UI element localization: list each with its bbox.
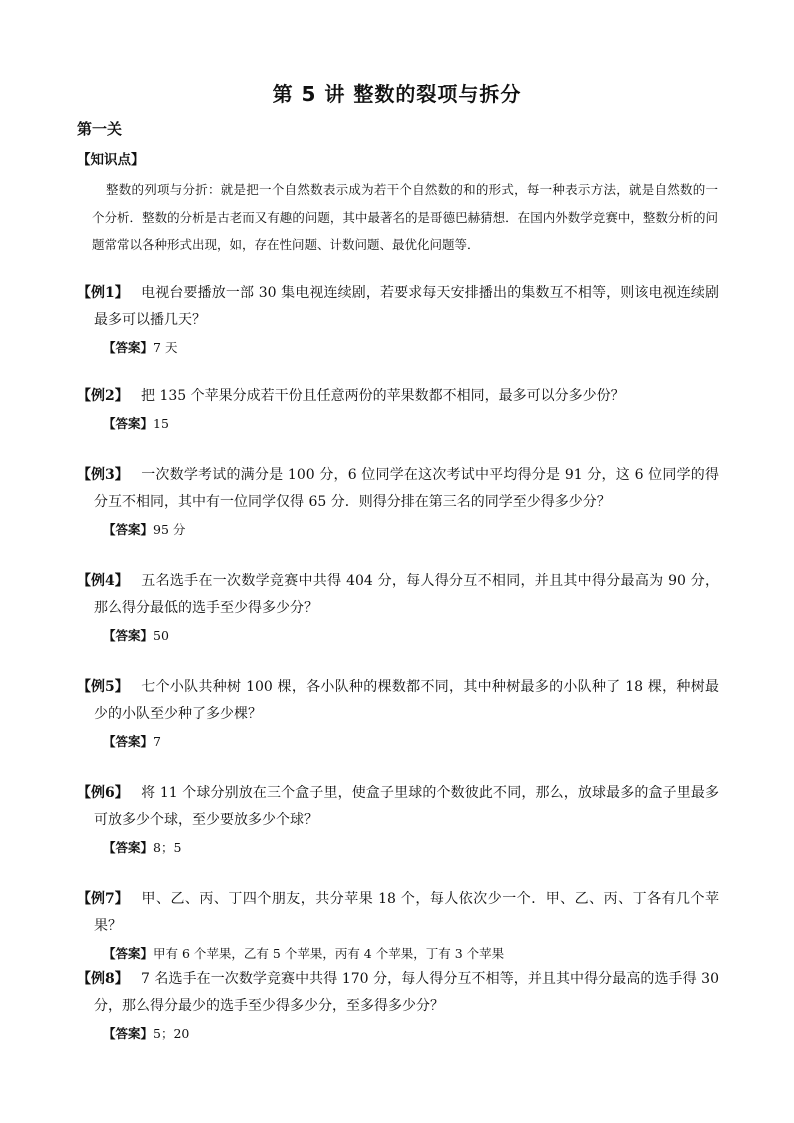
example-answer [103,732,719,752]
section-heading: 第一关 [77,120,123,138]
example-question [77,780,719,834]
example-question [77,462,719,516]
example-3 [77,462,719,540]
answer-label: 【答案】 [103,340,154,355]
question-text: 将 11 个球分别放在三个盒子里，使盒子里球的个数彼此不同，那么，放球最多的盒子里最多可放多少个球，至少要放多少个球？ [94,785,719,828]
example-label: 【例5】 [77,679,129,695]
example-label: 【例4】 [77,573,129,589]
lecture-title: 第 5 讲 整数的裂项与拆分 [272,82,522,106]
example-label: 【例1】 [77,285,129,301]
question-text: 一次数学考试的满分是 100 分，6 位同学在这次考试中平均得分是 91 分，这 6 位同学的得分互不相同，其中有一位同学仅得 65 分．则得分排在第三名的同学至少得多少分？ [94,467,719,510]
answer-label: 【答案】 [103,840,154,855]
answer-text: 8；5 [153,840,182,855]
answer-text: 甲有 6 个苹果，乙有 5 个苹果，丙有 4 个苹果，丁有 3 个苹果 [153,946,505,961]
example-question [77,966,719,1020]
answer-text: 15 [153,416,169,431]
example-1 [77,280,719,358]
example-answer [103,626,719,646]
example-answer [103,838,719,858]
question-text: 把 135 个苹果分成若干份且任意两份的苹果数都不相同，最多可以分多少份？ [141,388,625,404]
knowledge-heading: 【知识点】 [77,152,145,168]
answer-label: 【答案】 [103,946,154,961]
answer-text: 7 [153,734,161,749]
example-answer [103,1024,719,1044]
question-text: 电视台要播放一部 30 集电视连续剧，若要求每天安排播出的集数互不相等，则该电视连续剧最多可以播几天？ [94,285,719,328]
answer-label: 【答案】 [103,416,154,431]
example-4 [77,568,719,646]
answer-label: 【答案】 [103,1026,154,1041]
example-5 [77,674,719,752]
example-8 [77,966,719,1044]
example-answer [103,520,719,540]
answer-text: 95 分 [153,522,186,537]
question-text: 甲、乙、丙、丁四个朋友，共分苹果 18 个，每人依次少一个．甲、乙、丙、丁各有几个苹果？ [94,891,719,934]
example-answer [103,414,719,434]
answer-text: 5；20 [153,1026,190,1041]
example-2 [77,383,719,434]
example-label: 【例7】 [77,891,129,907]
answer-text: 7 天 [153,340,178,355]
example-6 [77,780,719,858]
question-text: 7 名选手在一次数学竞赛中共得 170 分，每人得分互不相等，并且其中得分最高的选手得 30 分，那么得分最少的选手至少得多少分，至多得多少分？ [94,971,719,1014]
example-question [77,674,719,728]
answer-label: 【答案】 [103,628,154,643]
knowledge-body: 整数的列项与分折：就是把一个自然数表示成为若干个自然数的和的形式，每一种表示方法，就是自然数的一个分析．整数的分析是古老而又有趣的问题，其中最著名的是哥德巴赫猜想．在国内外数学竞赛中，整数分析的问题常常以各种形式出现，如，存在性问题、计数问题、最优化问题等． [92,182,718,252]
example-label: 【例2】 [77,388,129,404]
answer-label: 【答案】 [103,734,154,749]
example-answer [103,338,719,358]
example-answer [103,944,719,964]
answer-text: 50 [153,628,169,643]
example-label: 【例6】 [77,785,129,801]
question-text: 七个小队共种树 100 棵，各小队种的棵数都不同，其中种树最多的小队种了 18 棵，种树最少的小队至少种了多少棵？ [94,679,719,722]
example-label: 【例3】 [77,467,129,483]
question-text: 五名选手在一次数学竞赛中共得 404 分，每人得分互不相同，并且其中得分最高为 90 分，那么得分最低的选手至少得多少分？ [94,573,719,616]
example-question [77,280,719,334]
example-question [77,886,719,940]
example-question [77,568,719,622]
example-7 [77,886,719,964]
answer-label: 【答案】 [103,522,154,537]
example-question [77,383,719,410]
example-label: 【例8】 [77,971,129,987]
